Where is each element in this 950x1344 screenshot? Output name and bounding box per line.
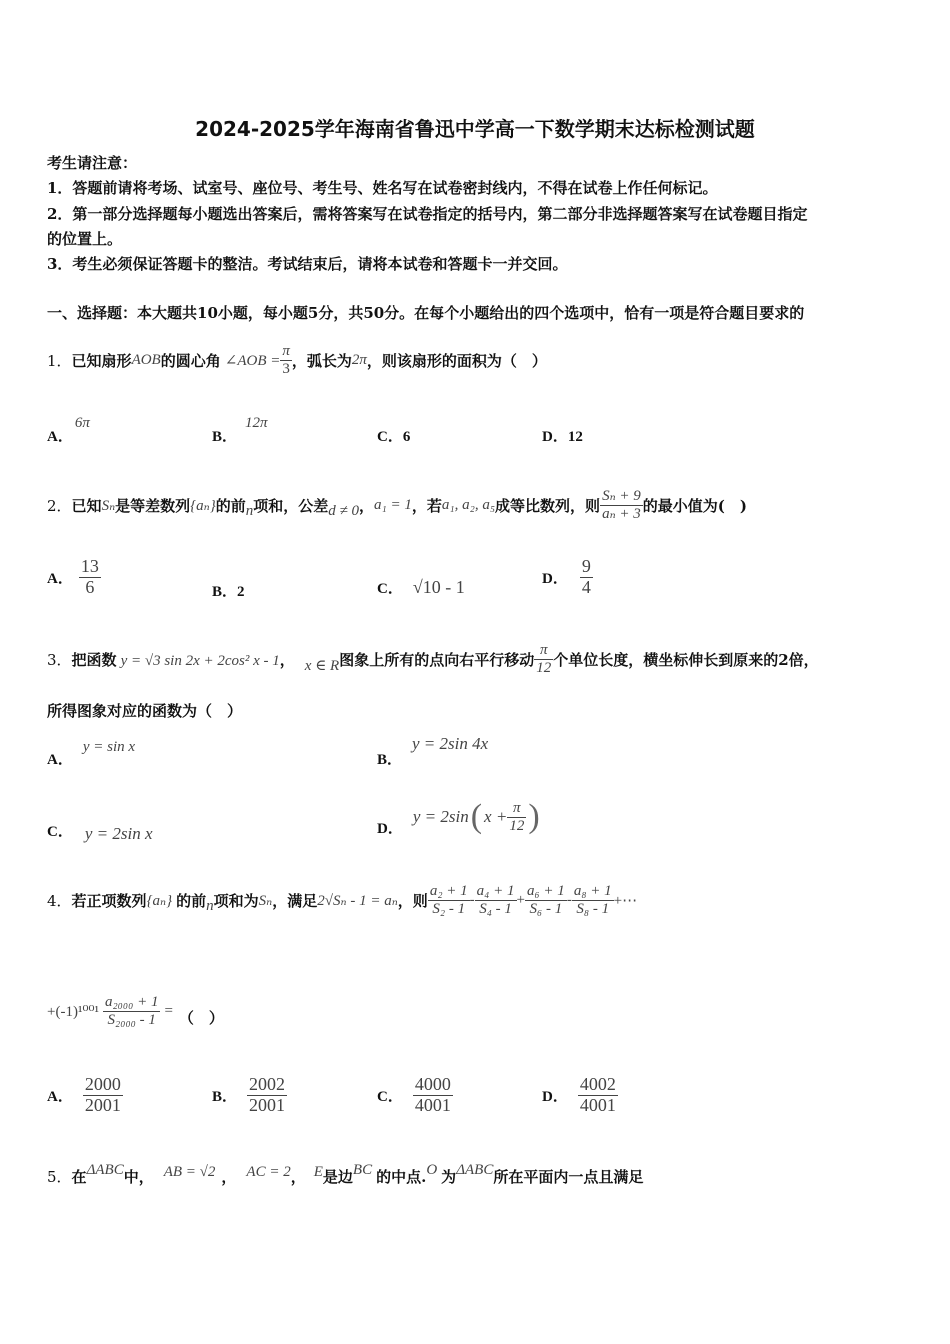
fraction: $\frac{\text{Sₙ + 9}}{\text{aₙ + 3}}$ (602, 488, 641, 522)
section-heading: 一、选择题：本大题共10小题，每小题5分，共50分。在每个小题给出的四个选项中，恰有一项是符合题目要求的 (47, 304, 805, 322)
option-d[interactable]: D． $\frac{4002}{4001}$ (542, 1073, 616, 1115)
question-4: 4． 若正项数列 {aₙ} 的前 n 项和为 Sₙ ，满足 2√Sₙ - 1 = aₙ ，则 $\frac{\text{a₂ + 1}}{\text{S₂ - 1}}$ - $\frac{\text{a₄ + 1}}{\text{S₄ - 1}}$ + $\frac{\text{a₆ + 1}}{\text{S₆ - 1}}$ - $\frac{\text{a₈ + 1}}{\text{S₈ - 1}}$ +⋯ (47, 883, 638, 917)
option-a[interactable]: A． $\frac{13}{6}$ (47, 555, 99, 597)
question-number: 1． (47, 351, 72, 370)
notice-item: 3．考生必须保证答题卡的整洁。考试结束后，请将本试卷和答题卡一并交回。 (47, 255, 568, 273)
notice-item: 2．第一部分选择题每小题选出答案后，需将答案写在试卷指定的括号内，第二部分非选择题答案写在试卷题目指定 (47, 205, 808, 223)
question-number: 3． (47, 650, 72, 669)
question-number: 2． (47, 496, 72, 515)
option-d[interactable]: D．12 (542, 429, 583, 445)
notice-item: 的位置上。 (47, 230, 123, 248)
fraction: $\frac{\pi}{3}$ (282, 343, 290, 377)
option-b[interactable]: B．2 (212, 584, 245, 600)
question-2: 2． 已知 Sₙ 是等差数列 {aₙ} 的前 n 项和，公差 d ≠ 0 ， a₁ = 1 ，若 a₁, a₂, a₅ 成等比数列，则 $\frac{\text{Sₙ + 9}}{\text{aₙ + 3}}$ 的最小值为( ) (47, 488, 747, 522)
option-b[interactable]: B．y = 2sin 4x (377, 734, 489, 768)
option-a[interactable]: A．6π (47, 415, 90, 445)
fraction: $\frac{\pi}{12}$ (536, 642, 552, 676)
option-d[interactable]: D． y = 2sin ( x + $\frac{\pi}{12}$ ) (377, 798, 540, 837)
question-number: 5． (47, 1167, 72, 1186)
notice-item: 1．答题前请将考场、试室号、座位号、考生号、姓名写在试卷密封线内，不得在试卷上作任何标记。 (47, 179, 718, 197)
option-b[interactable]: B．12π (212, 415, 268, 445)
question-number: 4． (47, 891, 72, 910)
page-title: 2024-2025学年海南省鲁迅中学高一下数学期末达标检测试题 (195, 117, 755, 141)
option-c[interactable]: C．6 (377, 429, 411, 445)
option-d[interactable]: D． $\frac{9}{4}$ (542, 555, 591, 597)
question-3: 3． 把函数 y = √3 sin 2x + 2cos² x - 1 ， x ∈ R 图象上所有的点向右平行移动 $\frac{\pi}{12}$ 个单位长度，横坐标伸长到原来的2倍， (47, 642, 819, 676)
question-1: 1． 已知扇形 AOB 的圆心角 ∠AOB = $\frac{\pi}{3}$ ，弧长为 2π ，则该扇形的面积为（ ） (47, 343, 547, 377)
question-4-line2: +(-1)¹⁰⁰¹ $\frac{\text{a₂₀₀₀ + 1}}{\text{S₂₀₀₀ - 1}}$ = （ ） (47, 994, 224, 1028)
option-c[interactable]: C． y = 2sin x (47, 824, 153, 843)
option-c[interactable]: C． $\frac{4000}{4001}$ (377, 1073, 451, 1115)
question-5: 5． 在 ΔABC 中， AB = √2 ， AC = 2 ， E 是边 BC 的中点. O 为 ΔABC 所在平面内一点且满足 (47, 1161, 644, 1186)
option-a[interactable]: A．y = sin x (47, 739, 136, 768)
notice-heading: 考生请注意： (47, 154, 138, 172)
option-c[interactable]: C． √10 - 1 (377, 577, 465, 597)
question-3-line2: 所得图象对应的函数为（ ） (47, 702, 243, 720)
option-a[interactable]: A． $\frac{2000}{2001}$ (47, 1073, 121, 1115)
option-b[interactable]: B． $\frac{2002}{2001}$ (212, 1073, 286, 1115)
